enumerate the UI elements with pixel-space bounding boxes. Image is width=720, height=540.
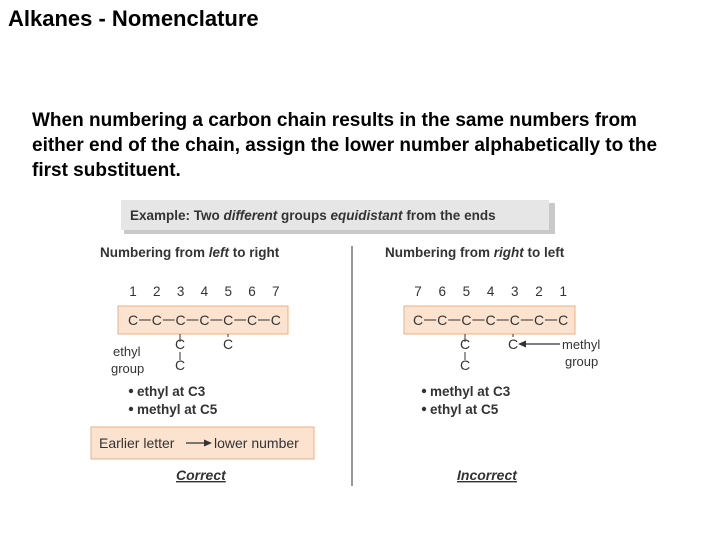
- left-chain-carbon-5: C: [223, 312, 234, 328]
- right-bullet-dot-2: [422, 407, 426, 411]
- left-locant-1: 1: [129, 284, 137, 299]
- left-verdict: Correct: [176, 467, 226, 483]
- right-locant-7: 7: [414, 284, 422, 299]
- left-chain-carbon-4: C: [199, 312, 210, 328]
- right-bullet-1: methyl at C3: [430, 384, 511, 399]
- right-locant-3: 3: [511, 284, 519, 299]
- right-bullet-2: ethyl at C5: [430, 402, 499, 417]
- left-chain-carbon-7: C: [270, 312, 281, 328]
- right-ethyl-carbon-2: C: [459, 357, 471, 373]
- right-chain-carbon-2: C: [437, 312, 448, 328]
- left-chain-carbon-6: C: [246, 312, 258, 328]
- left-chain-carbon-3: C: [175, 312, 186, 328]
- left-bullet-dot-1: [129, 389, 133, 393]
- right-heading: Numbering from right to left: [385, 245, 565, 260]
- left-locant-3: 3: [176, 284, 185, 299]
- methyl-pointer-arrow-icon: [518, 341, 526, 348]
- right-chain-carbon-3: C: [461, 312, 472, 328]
- left-ethyl-carbon-2: C: [174, 357, 186, 373]
- left-locant-5: 5: [224, 284, 232, 299]
- left-bullet-dot-2: [129, 407, 133, 411]
- right-locant-5: 5: [462, 284, 471, 299]
- left-substituent-label-2: group: [111, 361, 145, 376]
- example-banner-text: Example: Two different groups equidistant from the ends: [130, 208, 496, 223]
- right-chain-carbon-6: C: [533, 312, 545, 328]
- left-heading: Numbering from left to right: [100, 245, 280, 260]
- right-locant-6: 6: [438, 284, 446, 299]
- right-locant-1: 1: [559, 284, 567, 299]
- right-substituent-label-2: group: [565, 354, 599, 369]
- right-chain-carbon-5: C: [509, 312, 520, 328]
- left-locant-numbers: [129, 284, 279, 299]
- left-locant-6: 6: [248, 284, 256, 299]
- left-methyl-carbon: C: [222, 336, 234, 352]
- right-locant-2: 2: [535, 284, 543, 299]
- rule-right-text: lower number: [214, 435, 299, 451]
- slide-title: Alkanes - Nomenclature: [8, 6, 259, 31]
- left-bullet-1: ethyl at C3: [137, 384, 206, 399]
- right-verdict: Incorrect: [457, 467, 517, 483]
- right-bullet-dot-1: [422, 389, 426, 393]
- right-chain-carbon-1: C: [412, 312, 424, 328]
- right-chain-carbon-4: C: [485, 312, 496, 328]
- right-chain-carbon-7: C: [558, 312, 569, 328]
- left-locant-4: 4: [200, 284, 209, 299]
- right-locant-numbers: [414, 284, 567, 299]
- left-chain-carbon-1: C: [127, 312, 139, 328]
- left-chain-carbon-2: C: [151, 312, 162, 328]
- left-substituent-label-1: ethyl: [113, 344, 141, 359]
- left-ethyl-carbon-1: C: [174, 336, 186, 352]
- left-bullet-2: methyl at C5: [137, 402, 218, 417]
- right-ethyl-carbon-1: C: [459, 336, 471, 352]
- right-methyl-carbon: C: [507, 336, 519, 352]
- left-locant-7: 7: [272, 284, 280, 299]
- left-locant-2: 2: [153, 284, 161, 299]
- right-locant-4: 4: [486, 284, 495, 299]
- rule-left-text: Earlier letter: [99, 435, 175, 451]
- right-substituent-label-1: methyl: [562, 337, 601, 352]
- slide-body-text: When numbering a carbon chain results in the same numbers from either end of the chain, assign the lower number alphabetically to the first substituent.: [32, 110, 658, 181]
